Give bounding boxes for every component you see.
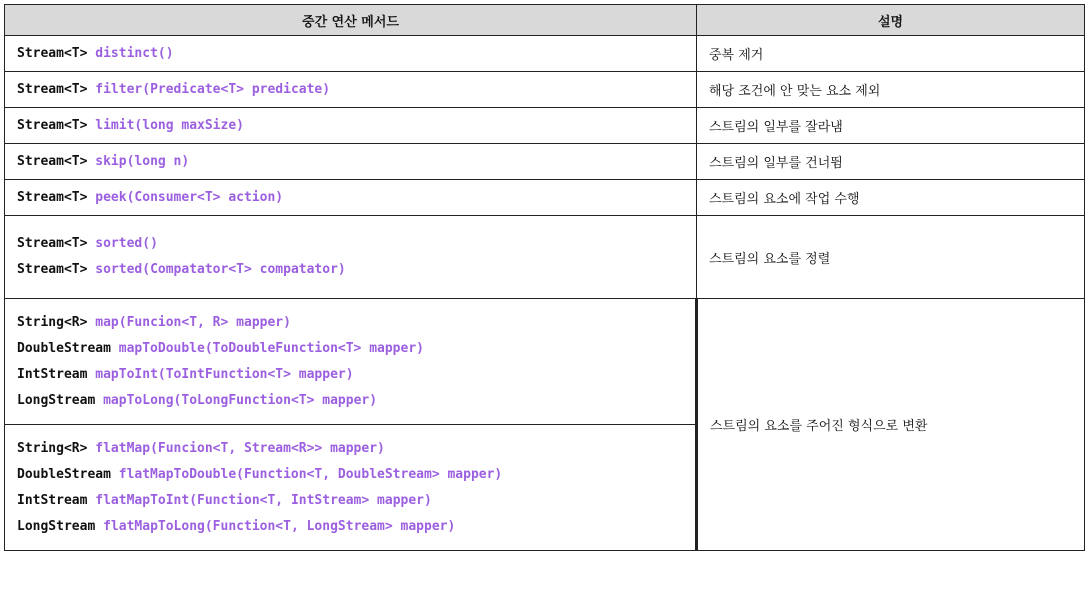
return-type: Stream<T> [17, 236, 88, 251]
description-cell: 스트림의 요소를 정렬 [697, 216, 1085, 299]
method-line [17, 388, 683, 414]
table-row [5, 216, 1085, 299]
method-line [17, 488, 683, 514]
method-line [17, 514, 683, 540]
table-row [5, 36, 1085, 72]
method-signature: skip(long n) [95, 154, 190, 169]
return-type: DoubleStream [17, 340, 111, 356]
method-line [17, 362, 683, 388]
method-signature: map(Funcion<T, R> mapper) [95, 314, 291, 330]
method-line [17, 310, 683, 336]
method-line [17, 436, 683, 462]
table-row [5, 180, 1085, 216]
return-type: LongStream [17, 518, 96, 534]
return-type: Stream<T> [17, 190, 88, 205]
return-type: Stream<T> [17, 154, 88, 169]
return-type: IntStream [17, 492, 88, 508]
method-signature: distinct() [95, 46, 174, 61]
return-type: LongStream [17, 392, 96, 408]
method-cell [5, 180, 697, 216]
method-signature: flatMapToDouble(Function<T, DoubleStream> mapper) [118, 466, 503, 482]
method-cell [5, 108, 697, 144]
method-signature: flatMapToInt(Function<T, IntStream> mapper) [95, 492, 432, 508]
header-row [5, 5, 1085, 36]
return-type: String<R> [17, 440, 88, 456]
method-cell [5, 36, 697, 72]
method-signature: sorted(Compatator<T> compatator) [95, 262, 346, 277]
table-row [5, 72, 1085, 108]
method-signature: filter(Predicate<T> predicate) [95, 82, 331, 97]
header-description: 설명 [697, 5, 1085, 36]
method-line [17, 231, 684, 257]
method-cell [5, 299, 697, 425]
description-cell: 스트림의 요소를 주어진 형식으로 변환 [697, 299, 1085, 551]
intermediate-operations-table [4, 4, 1085, 551]
return-type: Stream<T> [17, 82, 88, 97]
table-row [5, 144, 1085, 180]
method-cell [5, 144, 697, 180]
description-cell: 스트림의 일부를 잘라냄 [697, 108, 1085, 144]
return-type: Stream<T> [17, 262, 88, 277]
description-cell: 중복 제거 [697, 36, 1085, 72]
header-methods: 중간 연산 메서드 [5, 5, 697, 36]
method-signature: mapToLong(ToLongFunction<T> mapper) [103, 392, 378, 408]
return-type: Stream<T> [17, 46, 88, 61]
table-row [5, 108, 1085, 144]
return-type: IntStream [17, 366, 88, 382]
return-type: DoubleStream [17, 466, 111, 482]
method-line [17, 462, 683, 488]
method-cell [5, 216, 697, 299]
method-signature: flatMap(Funcion<T, Stream<R>> mapper) [95, 440, 385, 456]
description-cell: 스트림의 요소에 작업 수행 [697, 180, 1085, 216]
method-signature: peek(Consumer<T> action) [95, 190, 284, 205]
description-cell: 스트림의 일부를 건너뜀 [697, 144, 1085, 180]
table-row [5, 299, 1085, 425]
method-cell [5, 425, 697, 551]
method-signature: mapToDouble(ToDoubleFunction<T> mapper) [118, 340, 424, 356]
method-line [17, 257, 684, 283]
return-type: Stream<T> [17, 118, 88, 133]
return-type: String<R> [17, 314, 88, 330]
method-signature: mapToInt(ToIntFunction<T> mapper) [95, 366, 354, 382]
method-cell [5, 72, 697, 108]
method-signature: flatMapToLong(Function<T, LongStream> mapper) [103, 518, 456, 534]
method-line [17, 336, 683, 362]
description-cell: 해당 조건에 안 맞는 요소 제외 [697, 72, 1085, 108]
method-signature: limit(long maxSize) [95, 118, 244, 133]
method-signature: sorted() [95, 236, 158, 251]
